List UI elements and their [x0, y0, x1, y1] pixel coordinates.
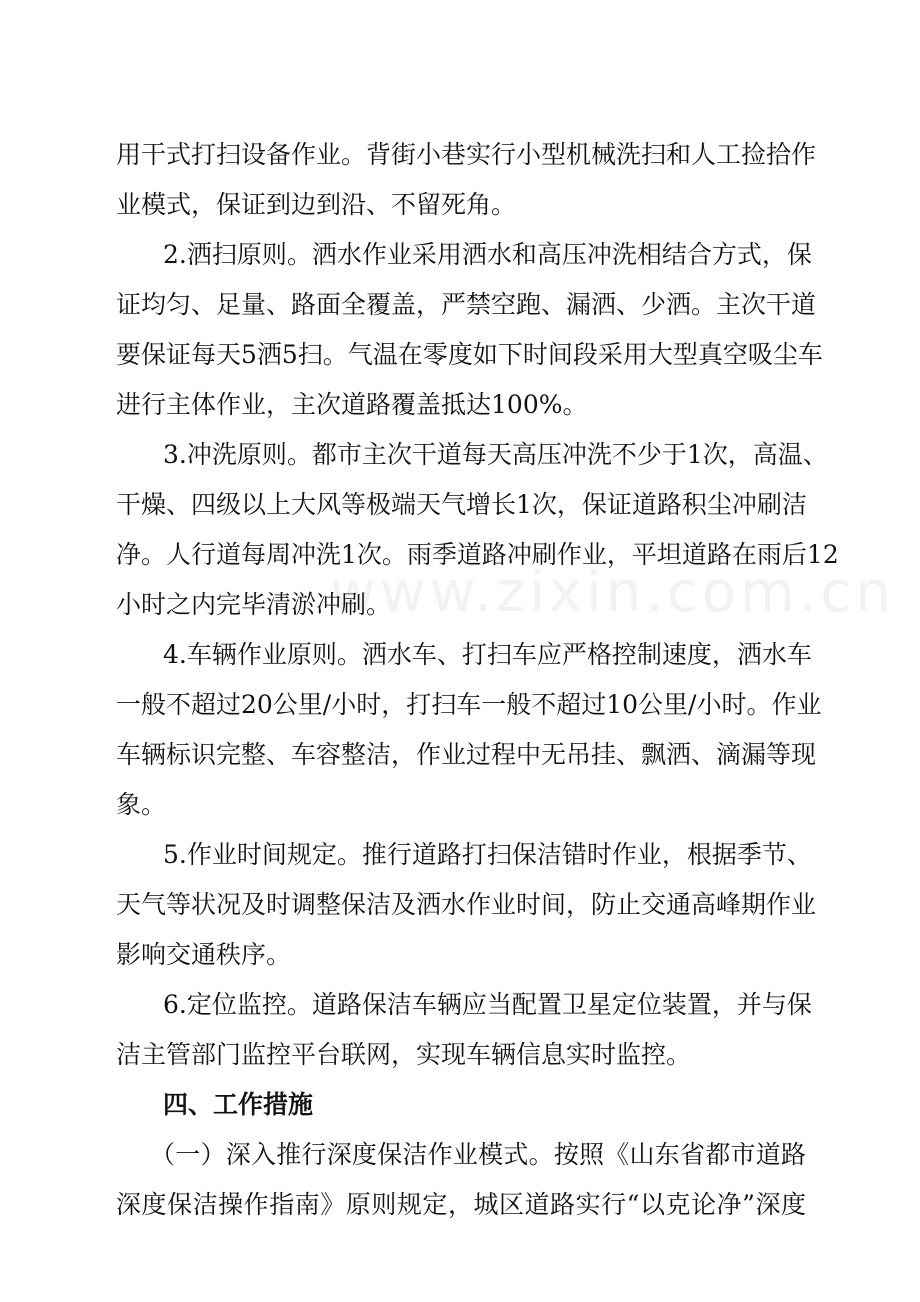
body-line: 用干式打扫设备作业。背街小巷实行小型机械洗扫和人工捡拾作: [116, 140, 817, 169]
body-line: 小时之内完毕清淤冲刷。: [116, 590, 392, 619]
body-line: 干燥、四级以上大风等极端天气增长1次，保证道路积尘冲刷洁: [116, 490, 807, 519]
section-line: 5.作业时间规定。推行道路打扫保洁错时作业，根据季节、: [163, 840, 812, 869]
body-line: 天气等状况及时调整保洁及洒水作业时间，防止交通高峰期作业: [116, 890, 817, 919]
section-line: 4.车辆作业原则。洒水车、打扫车应严格控制速度，洒水车: [163, 640, 812, 669]
body-line: 证均匀、足量、路面全覆盖，严禁空跑、漏洒、少洒。主次干道: [116, 290, 817, 319]
subsection-line: （一）深入推行深度保洁作业模式。按照《山东省都市道路: [150, 1140, 806, 1169]
body-line: 净。人行道每周冲洗1次。雨季道路冲刷作业，平坦道路在雨后12: [116, 540, 839, 569]
section-heading: 四、工作措施: [163, 1090, 314, 1119]
body-line: 要保证每天5洒5扫。气温在零度如下时间段采用大型真空吸尘车: [116, 340, 823, 369]
body-line: 车辆标识完整、车容整洁，作业过程中无吊挂、飘洒、滴漏等现: [116, 740, 817, 769]
section-line: 3.冲洗原则。都市主次干道每天高压冲洗不少于1次，高温、: [163, 440, 828, 469]
body-line: 进行主体作业，主次道路覆盖抵达100%。: [116, 390, 588, 419]
body-line: 一般不超过20公里/小时，打扫车一般不超过10公里/小时。作业: [116, 690, 822, 719]
section-line: 6.定位监控。道路保洁车辆应当配置卫星定位装置，并与保: [163, 990, 812, 1019]
body-line: 洁主管部门监控平台联网，实现车辆信息实时监控。: [116, 1040, 692, 1069]
watermark: www.zixin.com.cn: [330, 560, 895, 625]
body-line: 象。: [116, 790, 167, 819]
body-line: 业模式，保证到边到沿、不留死角。: [116, 190, 517, 219]
body-line: 深度保洁操作指南》原则规定，城区道路实行“以克论净”深度: [116, 1190, 806, 1219]
section-line: 2.洒扫原则。洒水作业采用洒水和高压冲洗相结合方式，保: [163, 240, 812, 269]
body-line: 影响交通秩序。: [116, 940, 292, 969]
